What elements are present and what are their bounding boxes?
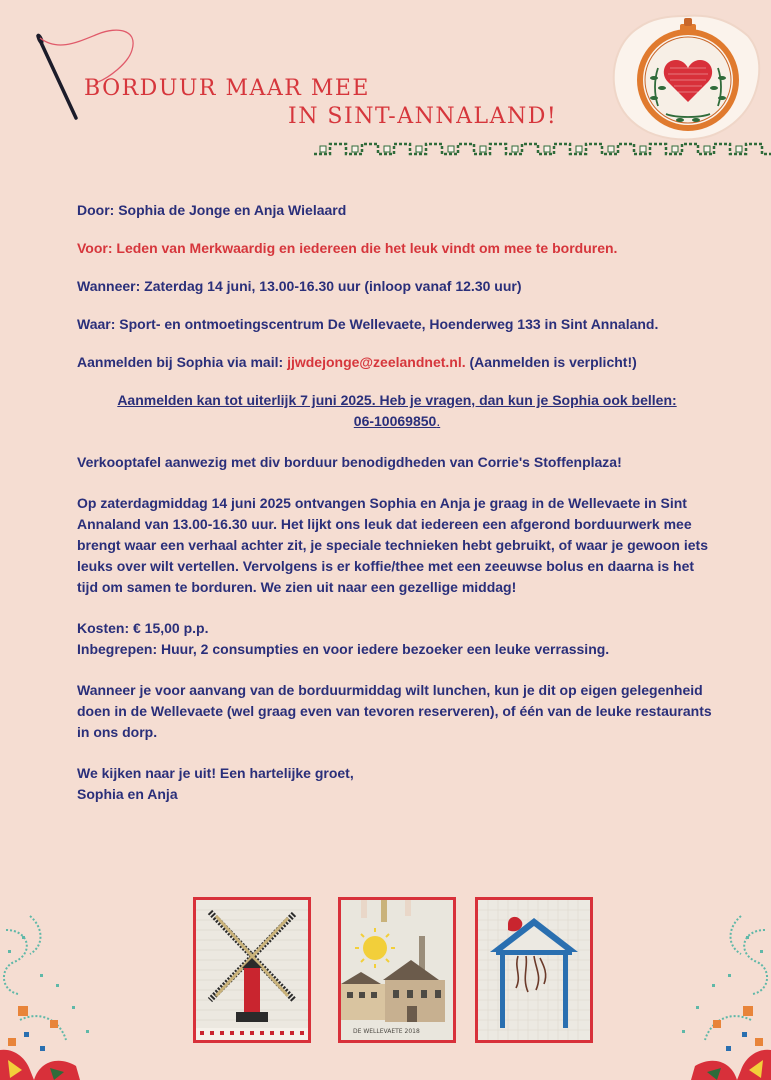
lunch-paragraph: Wanneer je voor aanvang van de borduurmiddag wilt lunchen, kun je dit op eigen gelegenheid doen in de Wellevaete (wel graag even van tevoren reserveren), of één van de leuke restaurants in ons dorp. bbox=[77, 682, 712, 740]
where-line: Waar: Sport- en ontmoetingscentrum De Wellevaete, Hoenderweg 133 in Sint Annaland. bbox=[77, 316, 659, 332]
deadline-text: Aanmelden kan tot uiterlijk 7 juni 2025. Heb je vragen, dan kun je Sophia ook bellen: bbox=[117, 392, 677, 408]
phone-suffix: . bbox=[436, 413, 441, 429]
sales-table-line: Verkooptafel aanwezig met div borduur benodigdheden van Corrie's Stoffenplaza! bbox=[77, 454, 622, 470]
phone-link[interactable]: 06-10069850 bbox=[353, 413, 437, 429]
included-line: Inbegrepen: Huur, 2 consumpties en voor iedere bezoeker een leuke verrassing. bbox=[77, 641, 610, 657]
registration-line bbox=[77, 352, 717, 373]
registration-suffix: (Aanmelden is verplicht!) bbox=[465, 354, 637, 370]
description-paragraph: Op zaterdagmiddag 14 juni 2025 ontvangen Sophia en Anja je graag in de Wellevaete in Sint Annaland van 13.00-16.30 uur. Het lijkt ons leuk dat iedereen een afgerond borduurwerk mee brengt waar een verhaal achter zit, je speciale technieken hebt gebruikt, of waar je gewoon iets leuks over wilt vertellen. Vervolgens is er koffie/thee met een zeeuwse bolus en daarna is het tijd om samen te borduren. We zien uit naar een gezellige middag! bbox=[77, 495, 708, 595]
cost-line: Kosten: € 15,00 p.p. bbox=[77, 620, 209, 636]
cross-stitch-chain-border bbox=[310, 138, 771, 164]
registration-prefix: Aanmelden bij Sophia via mail: bbox=[77, 354, 288, 370]
when-line: Wanneer: Zaterdag 14 juni, 13.00-16.30 uur (inloop vanaf 12.30 uur) bbox=[77, 278, 522, 294]
title-line-2: IN SINT-ANNALAND! bbox=[288, 104, 558, 129]
deadline-line bbox=[77, 390, 717, 432]
windmill-embroidery bbox=[193, 897, 311, 1043]
audience-line: Voor: Leden van Merkwaardig en iedereen die het leuk vindt om mee te borduren. bbox=[77, 240, 618, 256]
needle-thread-icon bbox=[28, 22, 148, 122]
signature: Sophia en Anja bbox=[77, 786, 178, 802]
village-embroidery bbox=[338, 897, 456, 1043]
well-embroidery bbox=[475, 897, 593, 1043]
floral-corner-ornament-right bbox=[651, 910, 771, 1080]
floral-corner-ornament-left bbox=[0, 910, 120, 1080]
email-link[interactable]: jjwdejonge@zeelandnet.nl. bbox=[287, 354, 466, 370]
photo-caption: DE WELLEVAETE 2018 bbox=[353, 1028, 420, 1035]
closing-line: We kijken naar je uit! Een hartelijke groet, bbox=[77, 765, 354, 781]
flyer-body bbox=[77, 200, 717, 805]
title-line-1: BORDUUR MAAR MEE bbox=[84, 76, 370, 101]
embroidery-hoop-heart-icon bbox=[610, 10, 762, 142]
organizers-line: Door: Sophia de Jonge en Anja Wielaard bbox=[77, 202, 347, 218]
